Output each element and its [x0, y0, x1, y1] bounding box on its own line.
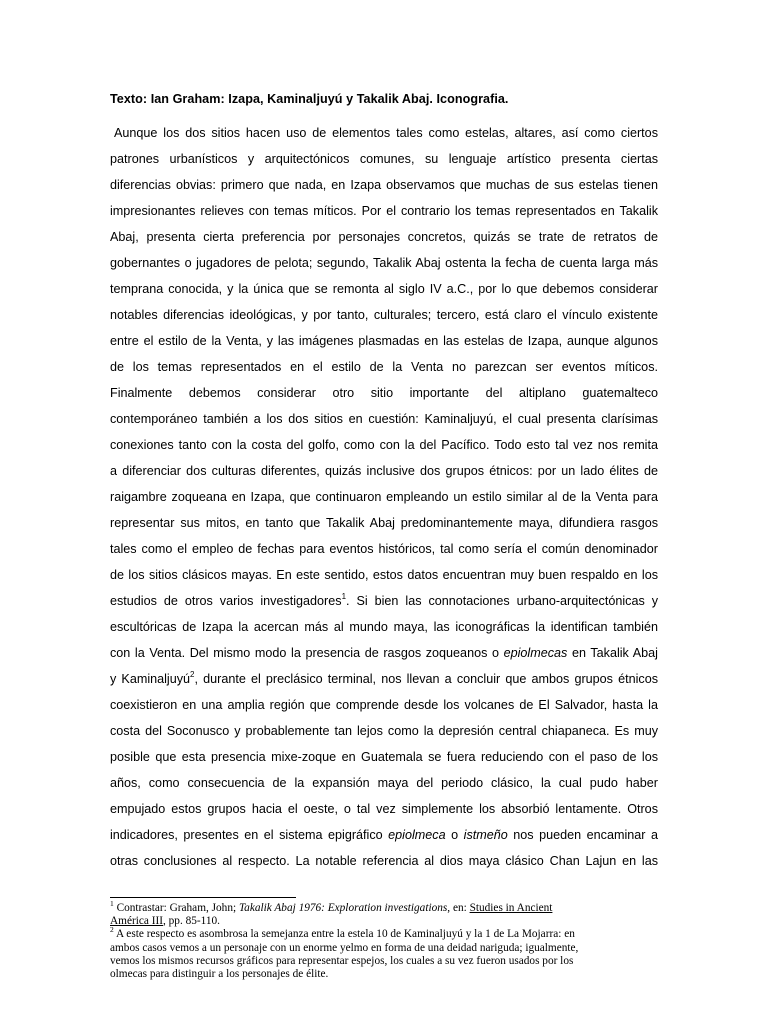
body-text-run: , durante el preclásico terminal, nos llevan a concluir que ambos grupos étnicos	[194, 672, 658, 686]
body-line: raigambre zoqueana en Izapa, que continuaron empleando un estilo similar al de la Venta para	[110, 490, 658, 504]
body-line	[110, 642, 658, 668]
body-line: otras conclusiones al respecto. La notable referencia al dios maya clásico Chan Lajun en las	[110, 854, 658, 868]
body-text-run: indicadores, presentes en el sistema epigráfico	[110, 828, 389, 842]
footnote-ref-1[interactable]: 1	[341, 591, 347, 601]
footnote-text: A este respecto es asombrosa la semejanza entre la estela 10 de Kaminaljuyú y la 1 de La Mojarra: en	[113, 928, 575, 941]
body-text-run: o	[445, 828, 464, 842]
italic-term: epiolmecas	[503, 646, 568, 660]
footnote-text: , pp. 85-110.	[163, 915, 221, 928]
footnote-2-cont: ambos casos vemos a un personaje con un enorme yelmo en forma de una deidad nariguda; igualmente,	[110, 941, 579, 954]
body-line: notables diferencias ideológicas, y por tanto, culturales; tercero, está claro el vínculo existente	[110, 308, 658, 322]
footnote-number: 2	[110, 925, 114, 935]
body-text-run: con la Venta. Del mismo modo la presencia de rasgos zoqueanos o	[110, 646, 504, 660]
body-line: representar sus mitos, en tanto que Takalik Abaj predominantemente maya, difundiera rasgos	[110, 516, 658, 530]
footnote-link[interactable]: América III	[110, 915, 163, 928]
footnotes	[110, 899, 658, 981]
body-line: coexistieron en una amplia región que comprende desde los volcanes de El Salvador, hasta la	[110, 698, 658, 712]
document-title: Texto: Ian Graham: Izapa, Kaminaljuyú y Takalik Abaj. Iconografia.	[110, 92, 509, 106]
footnote-separator	[110, 897, 296, 898]
body-line: Finalmente debemos considerar otro sitio importante del altiplano guatemalteco	[110, 386, 658, 400]
body-line: posible que esta presencia mixe-zoque en Guatemala se fuera reduciendo con el paso de los	[110, 750, 658, 764]
body-line: escultóricas de Izapa la acercan más al mundo maya, las iconográficas la identifican también	[110, 620, 658, 634]
body-line	[110, 668, 658, 694]
body-line: años, como consecuencia de la expansión maya del periodo clásico, la cual pudo haber	[110, 776, 658, 790]
body-line: costa del Soconusco y probablemente tan lejos como la depresión central chiapaneca. Es muy	[110, 724, 658, 738]
body-line: a diferenciar dos culturas diferentes, quizás inclusive dos grupos étnicos: por un lado élites de	[110, 464, 658, 478]
body-text-run: estudios de otros varios investigadores	[110, 594, 342, 608]
footnote-ref-2[interactable]: 2	[190, 669, 195, 679]
footnote-1-cont	[110, 915, 658, 928]
body-text-run: en Takalik Abaj	[567, 646, 658, 660]
footnote-2-cont: olmecas para distinguir a los personajes de élite.	[110, 967, 329, 980]
footnote-2	[110, 925, 658, 941]
body-line: Aunque los dos sitios hacen uso de elementos tales como estelas, altares, así como ciertos	[114, 126, 658, 140]
italic-term: epiolmeca	[388, 828, 446, 842]
body-line: diferencias obvias: primero que nada, en Izapa observamos que muchas de sus estelas tienen	[110, 178, 658, 192]
body-line: gobernantes o jugadores de pelota; segundo, Takalik Abaj ostenta la fecha de cuenta larga más	[110, 256, 658, 270]
body-line: tales como el empleo de fechas para eventos históricos, tal como sería el común denominador	[110, 542, 658, 556]
body-line	[110, 590, 658, 616]
body-line: Abaj, presenta cierta preferencia por personajes concretos, quizás se trate de retratos de	[110, 230, 658, 244]
body-line: patrones urbanísticos y arquitectónicos comunes, su lenguaje artístico presenta ciertas	[110, 152, 658, 166]
body-line: impresionantes relieves con temas míticos. Por el contrario los temas representados en Takalik	[110, 204, 658, 218]
body-paragraph	[110, 122, 658, 876]
body-text-run: nos pueden encaminar a	[507, 828, 658, 842]
body-line: empujado estos grupos hacia el oeste, o tal vez simplemente los absorbió lentamente. Otros	[110, 802, 658, 816]
footnote-italic-title: Takalik Abaj 1976: Exploration investigations	[238, 902, 448, 914]
body-line: contemporáneo también a los dos sitios en cuestión: Kaminaljuyú, el cual presenta clarísimas	[110, 412, 658, 426]
footnote-number: 1	[110, 899, 114, 909]
body-line	[110, 824, 658, 850]
footnote-text: , en:	[447, 902, 470, 914]
footnote-1	[110, 899, 658, 915]
footnote-text: Contrastar: Graham, John;	[113, 902, 239, 914]
footnote-link[interactable]: Studies in Ancient	[469, 902, 553, 914]
body-line: entre el estilo de la Venta, y las imágenes plasmadas en las estelas de Izapa, aunque algunos	[110, 334, 658, 348]
footnote-2-cont: vemos los mismos recursos gráficos para representar espejos, los cuales a su vez fueron usados por los	[110, 954, 574, 967]
italic-term: istmeño	[463, 828, 508, 842]
body-line: de los temas representados en el estilo de la Venta no parezcan ser eventos míticos.	[110, 360, 658, 374]
body-text-run: y Kaminaljuyú	[110, 672, 191, 686]
body-line: de los sitios clásicos mayas. En este sentido, estos datos encuentran muy buen respaldo en los	[110, 568, 658, 582]
body-text-run: . Si bien las connotaciones urbano-arquitectónicas y	[346, 594, 659, 608]
body-line: temprana conocida, y la única que se remonta al siglo IV a.C., por lo que debemos considerar	[110, 282, 658, 296]
body-line: conexiones tanto con la costa del golfo, como con la del Pacífico. Todo esto tal vez nos remita	[110, 438, 658, 452]
